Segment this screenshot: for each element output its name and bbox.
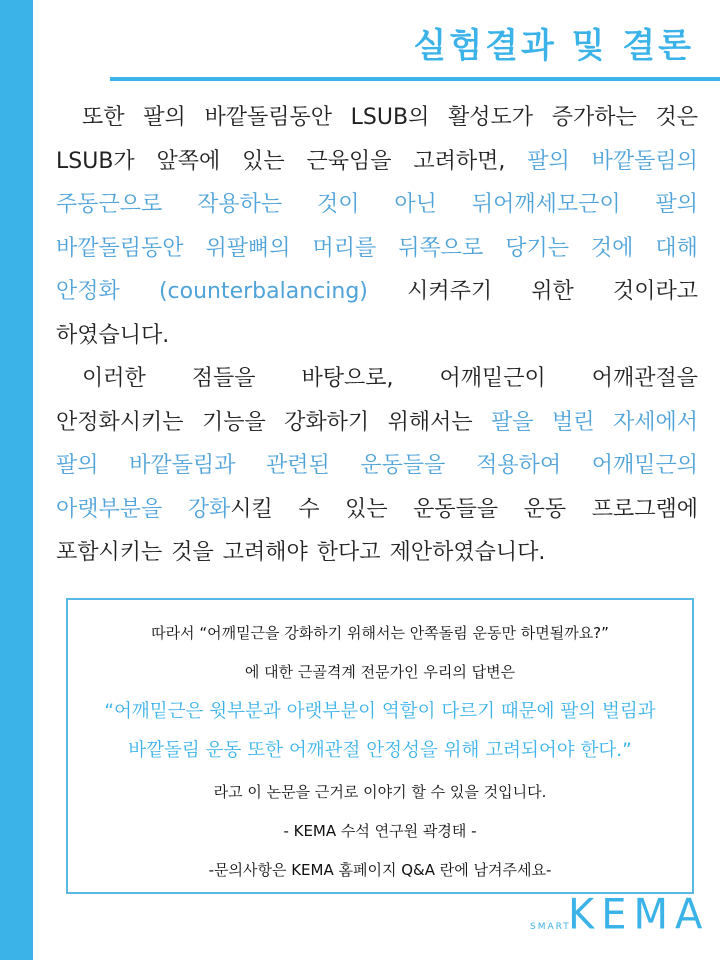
text-line: LSUB가 앞쪽에 있는 근육임을 고려하면, 팔의 바깥돌림의 [56, 148, 698, 174]
title-underline [110, 77, 720, 81]
text-line: 아랫부분을 강화시킬 수 있는 운동들을 운동 프로그램에 [56, 496, 698, 522]
box-author: - KEMA 수석 연구원 곽경태 - [283, 822, 477, 840]
text-line: 포함시키는 것을 고려해야 한다고 제안하였습니다. [56, 540, 546, 565]
kema-logo [526, 890, 710, 942]
box-answer-line1: “어깨밑근은 윗부분과 아랫부분이 역할이 다르기 때문에 팔의 벌림과 [104, 701, 656, 722]
text-line-highlight: 팔의 바깥돌림과 관련된 운동들을 적용하여 어깨밑근의 [56, 453, 698, 478]
text-line: 하였습니다. [56, 322, 170, 348]
side-accent-bar [0, 0, 33, 960]
text-line-highlight: 바깥돌림동안 위팔뼈의 머리를 뒤쪽으로 당기는 것에 대해 [56, 235, 698, 261]
text-line: 안정화 (counterbalancing) 시켜주기 위한 것이라고 [56, 279, 698, 304]
page-title: 실험결과 및 결론 [413, 26, 694, 66]
box-answer-line2: 바깥돌림 운동 또한 어깨관절 안정성을 위해 고려되어야 한다.” [128, 740, 632, 761]
box-contact: -문의사항은 KEMA 홈페이지 Q&A 란에 남겨주세요- [208, 861, 552, 879]
box-intro: 에 대한 근골격계 전문가인 우리의 답변은 [244, 663, 516, 681]
logo-kema-text: KEMA [568, 890, 710, 940]
logo-smart-text: SMART [530, 922, 571, 932]
text-line: 이러한 점들을 바탕으로, 어깨밑근이 어깨관절을 [82, 366, 698, 391]
conclusion-box [66, 598, 694, 894]
text-line: 또한 팔의 바깥돌림동안 LSUB의 활성도가 증가하는 것은 [82, 105, 698, 130]
text-line: 안정화시키는 기능을 강화하기 위해서는 팔을 벌린 자세에서 [56, 409, 698, 435]
body-text [56, 96, 698, 575]
text-line-highlight: 주동근으로 작용하는 것이 아닌 뒤어깨세모근이 팔의 [56, 192, 698, 217]
box-conclusion: 라고 이 논문을 근거로 이야기 할 수 있을 것입니다. [213, 783, 547, 801]
box-question: 따라서 “어깨밑근을 강화하기 위해서는 안쪽돌림 운동만 하면될까요?” [151, 624, 609, 642]
